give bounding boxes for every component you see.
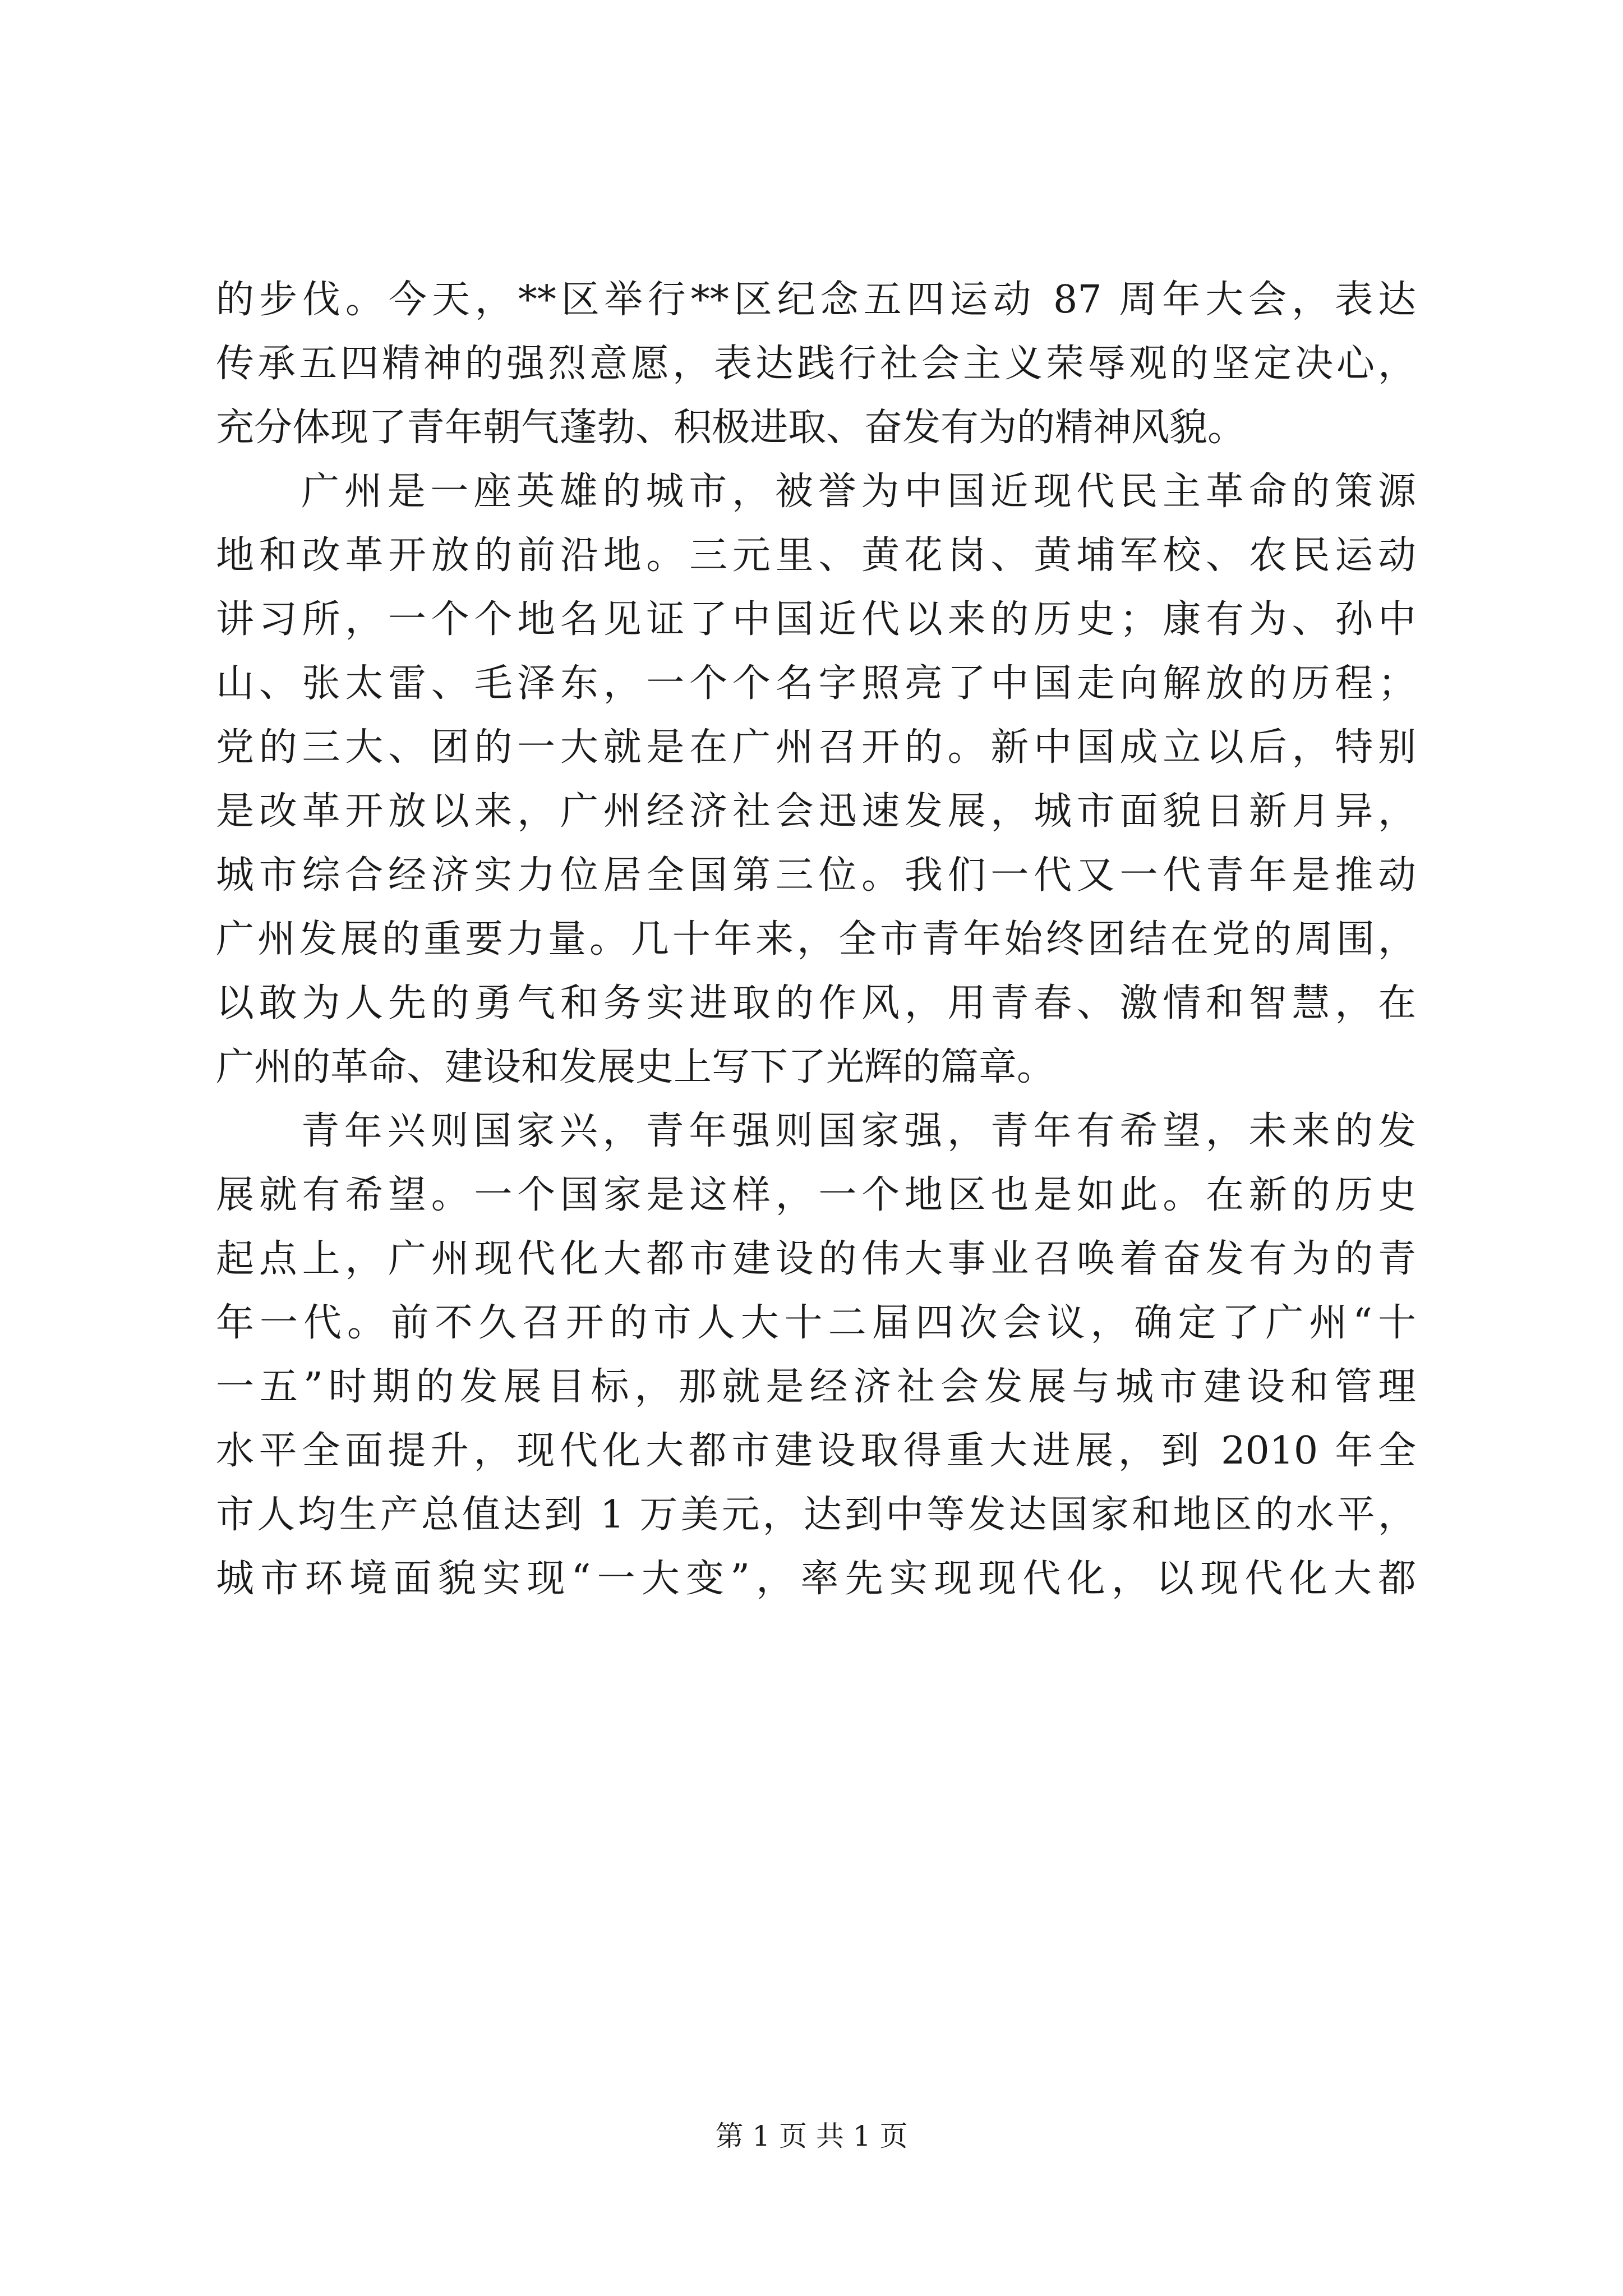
text-line: 山、张太雷、毛泽东，一个个名字照亮了中国走向解放的历程；: [216, 661, 1416, 706]
text-line: 以敢为人先的勇气和务实进取的作风，用青春、激情和智慧，在: [216, 981, 1416, 1025]
text-line: 城市环境面貌实现“一大变”，率先实现现代化，以现代化大都: [216, 1557, 1416, 1601]
text-line: 广州发展的重要力量。几十年来，全市青年始终团结在党的周围，: [216, 917, 1416, 961]
text-line: 广州是一座英雄的城市，被誉为中国近现代民主革命的策源: [301, 470, 1416, 514]
text-line: 党的三大、团的一大就是在广州召开的。新中国成立以后，特别: [216, 725, 1416, 770]
text-line: 青年兴则国家兴，青年强则国家强，青年有希望，未来的发: [301, 1109, 1416, 1153]
text-line: 市人均生产总值达到 1 万美元，达到中等发达国家和地区的水平，: [216, 1493, 1416, 1537]
paragraph-3: [216, 1099, 1416, 1611]
page-number-label: 第 1 页 共 1 页: [715, 2120, 908, 2152]
paragraph-1: [216, 268, 1416, 460]
text-line: 地和改革开放的前沿地。三元里、黄花岗、黄埔军校、农民运动: [216, 533, 1416, 578]
text-line: 展就有希望。一个国家是这样，一个地区也是如此。在新的历史: [216, 1173, 1416, 1217]
text-line: 一五”时期的发展目标，那就是经济社会发展与城市建设和管理: [216, 1365, 1416, 1409]
text-line: 是改革开放以来，广州经济社会迅速发展，城市面貌日新月异，: [216, 789, 1416, 834]
text-line: 起点上，广州现代化大都市建设的伟大事业召唤着奋发有为的青: [216, 1237, 1416, 1281]
text-line: 年一代。前不久召开的市人大十二届四次会议，确定了广州“十: [216, 1301, 1416, 1345]
text-line: 讲习所，一个个地名见证了中国近代以来的历史；康有为、孙中: [216, 597, 1416, 642]
text-line: 充分体现了青年朝气蓬勃、积极进取、奋发有为的精神风貌。: [216, 406, 1246, 450]
paragraph-2: [216, 460, 1416, 1099]
page-footer: [0, 2119, 1623, 2153]
text-line: 城市综合经济实力位居全国第三位。我们一代又一代青年是推动: [216, 853, 1416, 898]
body-text: [216, 268, 1416, 1611]
text-line: 广州的革命、建设和发展史上写下了光辉的篇章。: [216, 1045, 1055, 1089]
text-line: 水平全面提升，现代化大都市建设取得重大进展，到 2010 年全: [216, 1429, 1416, 1473]
text-line: 传承五四精神的强烈意愿，表达践行社会主义荣辱观的坚定决心，: [216, 342, 1416, 386]
text-line: 的步伐。今天，**区举行**区纪念五四运动 87 周年大会，表达: [216, 278, 1416, 322]
